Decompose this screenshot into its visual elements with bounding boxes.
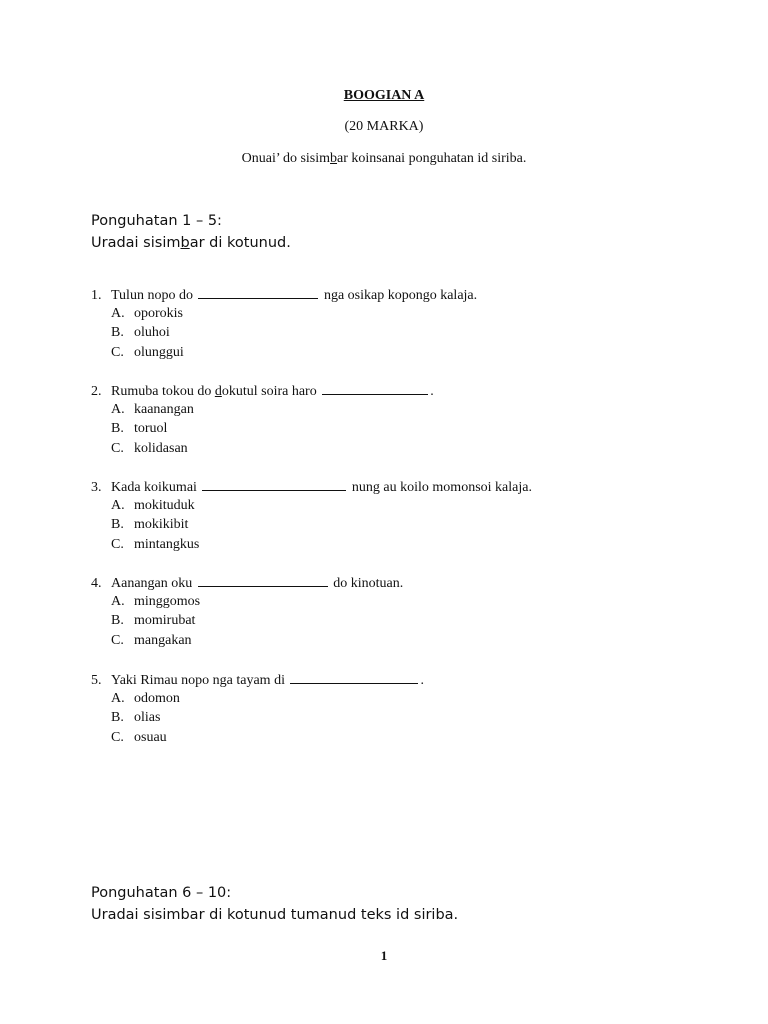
answer-blank [322,381,428,395]
option-text: oluhoi [134,325,170,341]
section-1-sub-post: ar di kotunud. [189,235,291,251]
question-text-post: . [420,673,424,688]
question-5 [91,670,424,747]
question-number: 1. [91,288,102,303]
question-text-underlined: d [214,384,222,399]
question-text-post: do kinotuan. [333,576,404,591]
section-1-subheading [91,232,291,254]
option-text: olias [134,710,161,726]
option-text: mintangkus [134,536,200,552]
option-a [91,496,532,515]
option-letter: B. [111,613,124,629]
option-letter: B. [111,710,124,726]
option-letter: A. [111,306,125,321]
option-b [91,515,532,534]
question-1 [91,285,477,362]
option-c [91,631,403,650]
question-2 [91,381,434,458]
question-text-pre: Kada koikumai [111,480,197,495]
question-text-post: nung au koilo momonsoi kalaja. [351,480,532,495]
question-1-stem [91,285,477,304]
question-text-pre-2: okutul soira haro [221,384,317,399]
option-a [91,304,477,323]
option-b [91,611,403,630]
option-letter: B. [111,421,124,437]
option-text: mokituduk [134,498,195,513]
option-text: olunggui [134,344,184,360]
answer-blank [198,573,328,587]
option-letter: A. [111,691,125,706]
answer-blank [290,670,418,684]
question-4-stem [91,573,403,592]
option-b [91,323,477,342]
option-b [91,419,434,438]
section-1-heading: Ponguhatan 1 – 5: [91,213,222,229]
option-text: toruol [134,421,168,437]
option-a [91,400,434,419]
option-text: odomon [134,691,180,706]
marks-label: (20 MARKA) [344,119,424,134]
option-letter: B. [111,517,124,533]
option-c [91,439,434,458]
answer-blank [198,285,318,299]
question-number: 3. [91,480,102,495]
instruction-pre: Onuai’ do sisim [241,151,331,166]
section-2-instructions [91,882,458,926]
option-text: kaanangan [134,402,194,417]
question-number: 5. [91,673,102,688]
option-letter: B. [111,325,124,341]
question-text-pre: Tulun nopo do [111,288,193,303]
section-2-heading: Ponguhatan 6 – 10: [91,885,232,901]
option-letter: A. [111,498,125,513]
option-text: momirubat [134,613,196,629]
option-letter: C. [111,729,124,745]
option-letter: C. [111,632,124,648]
question-text-pre: Yaki Rimau nopo nga tayam di [111,673,285,688]
question-text-post: . [430,384,434,399]
option-a [91,689,424,708]
option-text: osuau [134,729,167,745]
question-number: 2. [91,384,102,399]
page-number: 1 [380,948,388,963]
option-text: mokikibit [134,517,189,533]
option-text: mangakan [134,632,192,648]
question-text-pre: Aanangan oku [111,576,193,591]
question-3 [91,477,532,554]
instruction-underlined: b [330,151,338,166]
section-title: BOOGIAN A [343,88,425,103]
option-letter: C. [111,440,124,456]
section-1-instructions [91,210,291,254]
option-text: kolidasan [134,440,188,456]
question-4 [91,573,403,650]
question-2-stem [91,381,434,400]
question-number: 4. [91,576,102,591]
instruction-post: ar koinsanai ponguhatan id siriba. [337,151,527,166]
option-text: minggomos [134,594,201,609]
question-text-pre: Rumuba tokou do [111,384,215,399]
option-letter: C. [111,536,124,552]
option-c [91,535,532,554]
option-letter: A. [111,402,125,417]
option-b [91,708,424,727]
option-c [91,343,477,362]
section-1-sub-underlined: b [180,235,190,251]
option-text: oporokis [134,306,183,321]
question-5-stem [91,670,424,689]
section-2-subheading: Uradai sisimbar di kotunud tumanud teks id siriba. [91,907,459,923]
question-3-stem [91,477,532,496]
option-a [91,592,403,611]
option-c [91,728,424,747]
answer-blank [202,477,346,491]
question-text-post: nga osikap kopongo kalaja. [323,288,478,303]
option-letter: C. [111,344,124,360]
instruction-text [0,151,768,167]
option-letter: A. [111,594,125,609]
section-1-sub-pre: Uradai sisim [91,235,181,251]
